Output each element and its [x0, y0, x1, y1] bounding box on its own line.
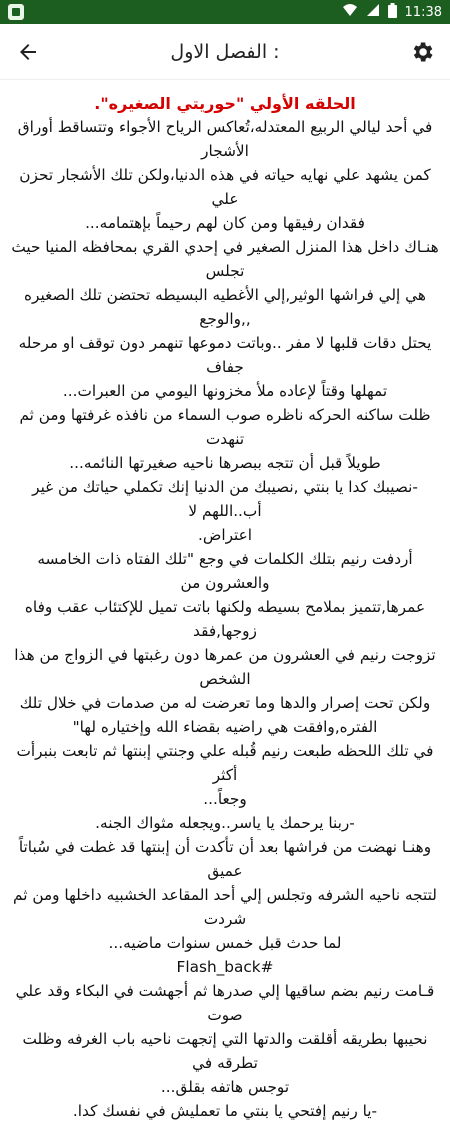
text-line: تمهلها وقتاً لإعاده ملأ مخزونها اليومي من العبرات... — [62, 382, 388, 400]
text-line: الفتره,وافقت هي راضيه بقضاء الله وإختياره لها" — [72, 718, 378, 736]
battery-icon — [388, 3, 397, 22]
settings-button[interactable] — [406, 36, 438, 68]
text-line: لتتجه ناحيه الشرفه وتجلس إلي أحد المقاعد الخشبيه داخلها ومن ثم شردت — [13, 886, 437, 928]
status-left — [8, 4, 24, 20]
flashback-label: Flash_back# — [176, 958, 274, 976]
text-line: وهنـا نهضت من فراشها بعد أن تأكدت أن إبنتها قد غطت في سُباتاً عميق — [18, 838, 432, 880]
text-line: -ربنا يرحمك يا ياسر..ويجعله مثواك الجنه. — [95, 814, 355, 832]
text-line: في أحد ليالي الربيع المعتدله،تُعاكس الرياح الأجواء وتتساقط أوراق الأشجار — [17, 118, 433, 160]
text-line: عمرها,تتميز بملامح بسيطه ولكنها باتت تميل للإكتئاب عقب وفاه زوجها,فقد — [24, 598, 426, 640]
text-line: يحتل دقات قلبها لا مفر ..وباتت دموعها تنهمر دون توقف او مرحله جفاف — [18, 334, 432, 376]
text-line: تزوجت رنيم في العشرون من عمرها دون رغبتها في الزواج من هذا الشخص — [14, 646, 436, 688]
text-line: لما حدث قبل خمس سنوات ماضيه... — [108, 934, 342, 952]
status-time: 11:38 — [404, 4, 442, 20]
back-button[interactable] — [12, 36, 44, 68]
text-line: هنـاك داخل هذا المنزل الصغير في إحدي القري بمحافظه المنيا حيث تجلس — [11, 238, 439, 280]
text-line: توجس هاتفه بقلق... — [160, 1078, 290, 1096]
chapter-content — [0, 80, 450, 1120]
chapter-heading: الحلقه الأولي "حوريتي الصغيره". — [94, 94, 356, 113]
cell-signal-icon — [366, 3, 380, 21]
text-line: وجعاً... — [203, 790, 247, 808]
wifi-icon — [342, 3, 358, 21]
text-line: كمن يشهد علي نهايه حياته في هذه الدنيا،ولكن تلك الأشجار تحزن علي — [19, 166, 431, 208]
app-notification-icon — [8, 4, 24, 20]
page-title: الفصل الاول : — [170, 40, 280, 63]
toolbar — [0, 24, 450, 80]
text-line: -نصيبك كدا يا بنتي ,نصيبك من الدنيا إنك تكملي حياتك من غير أب..اللهم لا — [32, 478, 418, 520]
gear-icon — [409, 39, 435, 65]
arrow-left-icon — [16, 40, 40, 64]
text-line: ظلت ساكنه الحركه ناظره صوب السماء من نافذه غرفتها ومن ثم تنهدت — [19, 406, 431, 448]
text-line: نحيبها بطريقه أقلقت والدتها التي إتجهت ناحيه باب الغرفه وظلت تطرقه في — [22, 1030, 428, 1072]
text-line: طويلاً قبل أن تتجه ببصرها ناحيه صغيرتها النائمه... — [69, 454, 381, 472]
status-bar — [0, 0, 450, 24]
text-line: أردفت رنيم بتلك الكلمات في وجع "تلك الفتاه ذات الخامسه والعشرون من — [37, 550, 413, 592]
text-line: في تلك اللحظه طبعت رنيم قُبله علي وجنتي إبنتها ثم تابعت بنبرأت أكثر — [16, 742, 434, 784]
text-line: هي إلي فراشها الوثير,إلي الأغطيه البسيطه تحتضن تلك الصغيره ,,والوجع — [24, 286, 426, 328]
text-line: اعتراض. — [197, 526, 253, 544]
text-line: ولكن تحت إصرار والدها وما تعرضت له من صدمات في خلال تلك — [19, 694, 431, 712]
text-line: -يا رنيم إفتحي يا بنتي ما تعمليش في نفسك كدا. — [72, 1102, 378, 1120]
text-line: قـامت رنيم بضم ساقيها إلي صدرها ثم أجهشت في البكاء وقد علي صوت — [15, 982, 435, 1024]
status-right — [342, 3, 442, 22]
text-line: فقدان رفيقها ومن كان لهم رحيماً بإهتمامه... — [85, 214, 365, 232]
